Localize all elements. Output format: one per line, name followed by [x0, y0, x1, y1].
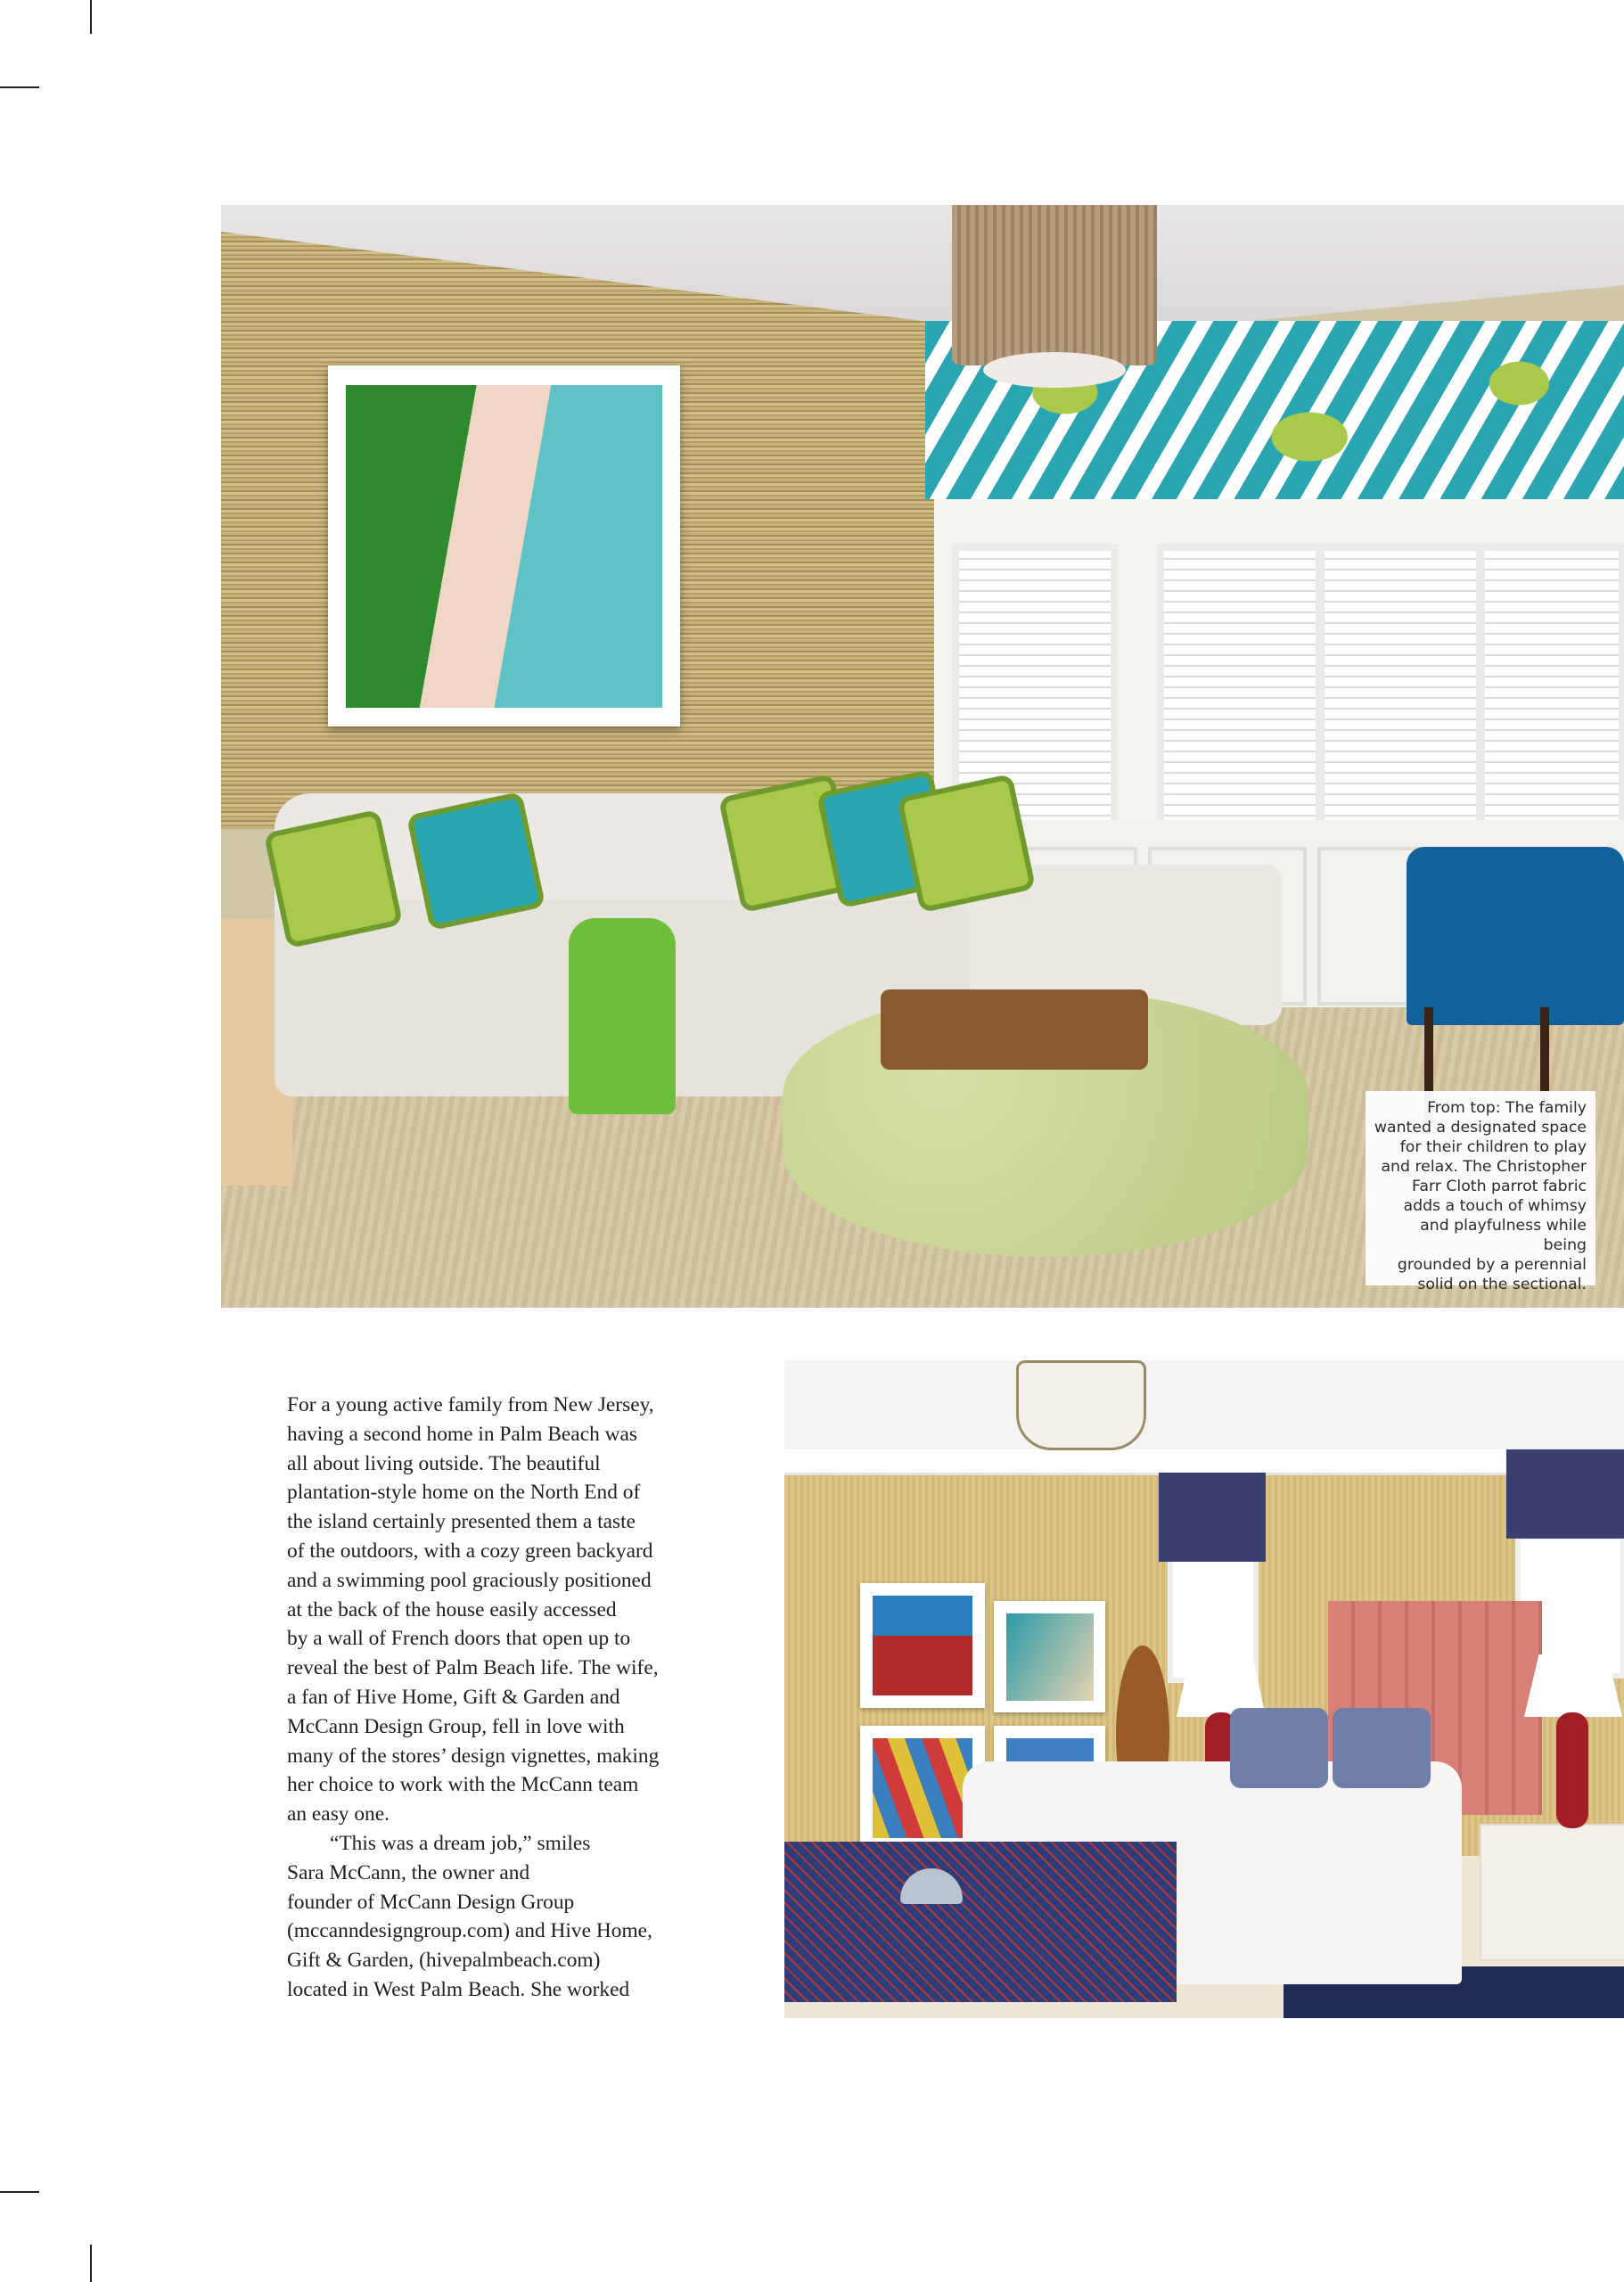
crown-molding — [784, 1449, 1624, 1475]
article-body — [287, 1391, 715, 2005]
framed-beach-artwork — [328, 365, 680, 726]
teal-velvet-chair — [1407, 847, 1624, 1025]
crop-mark-bottom-vertical — [90, 2245, 92, 2282]
photo-caption: From top: The family wanted a designated space for their children to play and relax. The Christopher Farr Cloth parrot fabric adds a touch of whimsy and playfulness while being grounded by a perennial solid on the sectional. — [1374, 1099, 1587, 1293]
framed-print-aerial — [994, 1601, 1105, 1712]
woven-pendant-light — [952, 205, 1157, 365]
framed-print-beach-cabanas — [860, 1583, 985, 1708]
ceiling — [784, 1360, 1624, 1458]
print-image — [1006, 1613, 1094, 1701]
lantern-light-fixture — [1016, 1360, 1146, 1450]
upholstered-bench — [784, 1842, 1177, 2002]
bedroom-photo — [784, 1360, 1624, 2018]
photo-caption-box — [1366, 1091, 1595, 1293]
crop-mark-top-horizontal — [0, 86, 39, 88]
parrot-print-pillow — [406, 792, 546, 932]
print-image — [873, 1596, 972, 1695]
window-shutter — [1317, 544, 1483, 843]
woven-tray — [881, 989, 1148, 1070]
article-paragraph: “This was a dream job,” smiles Sara McCann, the owner and founder of McCann Design Group (mccanndesigngroup.com) and Hive Home, Gift & Garden, (hivepalmbeach.com) located in West Palm Beach. She worked — [287, 1831, 652, 2001]
white-nightstand — [1480, 1824, 1624, 1961]
green-print-pillow — [897, 774, 1037, 914]
crop-mark-top-vertical — [90, 0, 92, 34]
navy-roman-shade — [1506, 1449, 1624, 1539]
green-print-pillow — [264, 809, 404, 949]
print-image — [873, 1738, 972, 1838]
pendant-light-diffuser — [983, 352, 1126, 388]
green-throw-blanket — [569, 918, 676, 1114]
aerial-beach-image — [346, 385, 662, 708]
blue-print-pillow — [1230, 1708, 1328, 1788]
lamp-shade — [1524, 1654, 1622, 1717]
navy-roman-shade — [1159, 1473, 1266, 1562]
article-paragraph: For a young active family from New Jersey, having a second home in Palm Beach was all about living outside. The beautiful plantation-style home on the North End of the island certainly presented them a taste of the outdoors, with a cozy green backyard and a swimming pool graciously positioned at the back of the house easily accessed by a wall of French doors that open up to reveal the best of Palm Beach life. The wife, a fan of Hive Home, Gift & Garden and McCann Design Group, fell in love with many of the stores’ design vignettes, making her choice to work with the McCann team an easy one. — [287, 1393, 660, 1826]
window-shutter — [1157, 544, 1323, 843]
blue-print-pillow — [1333, 1708, 1431, 1788]
window-shutter — [1478, 544, 1624, 843]
crop-mark-bottom-horizontal — [0, 2191, 39, 2193]
red-lamp-base — [1556, 1712, 1588, 1828]
